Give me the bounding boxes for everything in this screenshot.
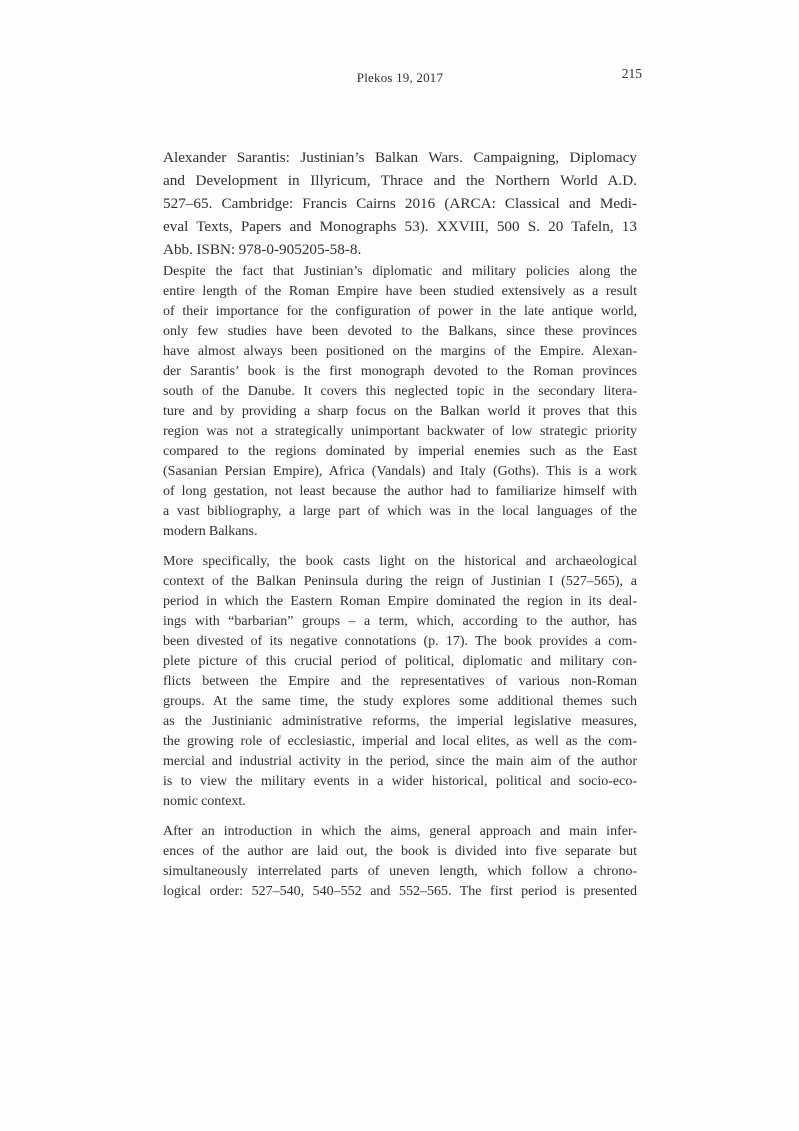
text-line: been divested of its negative connotations (p. 17). The book provides a com- <box>163 634 637 649</box>
text-line: logical order: 527–540, 540–552 and 552–565. The first period is presented <box>163 884 637 899</box>
text-line: context of the Balkan Peninsula during the reign of Justinian I (527–565), a <box>163 574 637 589</box>
paragraph-2 <box>163 552 637 812</box>
text-line: have almost always been positioned on the margins of the Empire. Alexan- <box>163 344 637 359</box>
text-line: a vast bibliography, a large part of which was in the local languages of the <box>163 504 637 519</box>
text-line: Alexander Sarantis: Justinian’s Balkan Wars. Campaigning, Diplomacy <box>163 149 637 166</box>
text-line: only few studies have been devoted to the Balkans, since these provinces <box>163 324 637 339</box>
text-line: ture and by providing a sharp focus on the Balkan world it proves that this <box>163 404 637 419</box>
text-line: nomic context. <box>163 794 246 809</box>
text-line: of their importance for the configuration of power in the late antique world, <box>163 304 637 319</box>
journal-header: Plekos 19, 2017 <box>356 70 444 85</box>
text-line: der Sarantis’ book is the first monograph devoted to the Roman provinces <box>163 364 637 379</box>
text-line: ences of the author are laid out, the book is divided into five separate but <box>163 844 637 859</box>
text-line: After an introduction in which the aims, general approach and main infer- <box>163 824 637 839</box>
review-body <box>163 262 637 912</box>
text-line: region was not a strategically unimportant backwater of low strategic priority <box>163 424 637 439</box>
text-line: simultaneously interrelated parts of uneven length, which follow a chrono- <box>163 864 637 879</box>
paragraph-3 <box>163 822 637 902</box>
text-line: Abb. ISBN: 978-0-905205-58-8. <box>163 241 362 258</box>
text-line: the growing role of ecclesiastic, imperial and local elites, as well as the com- <box>163 734 637 749</box>
book-reference <box>163 146 637 261</box>
running-head <box>163 66 642 88</box>
text-line: and Development in Illyricum, Thrace and the Northern World A.D. <box>163 172 637 189</box>
text-line: plete picture of this crucial period of political, diplomatic and military con- <box>163 654 637 669</box>
text-line: Despite the fact that Justinian’s diplomatic and military policies along the <box>163 264 637 279</box>
text-line: as the Justinianic administrative reforms, the imperial legislative measures, <box>163 714 637 729</box>
text-line: is to view the military events in a wider historical, political and socio-eco- <box>163 774 637 789</box>
text-line: mercial and industrial activity in the period, since the main aim of the author <box>163 754 637 769</box>
text-line: flicts between the Empire and the representatives of various non-Roman <box>163 674 637 689</box>
text-line: entire length of the Roman Empire have been studied extensively as a result <box>163 284 637 299</box>
text-line: modern Balkans. <box>163 524 258 539</box>
text-line: eval Texts, Papers and Monographs 53). XXVIII, 500 S. 20 Tafeln, 13 <box>163 218 637 235</box>
text-line: 527–65. Cambridge: Francis Cairns 2016 (ARCA: Classical and Medi- <box>163 195 637 212</box>
text-line: More specifically, the book casts light on the historical and archaeological <box>163 554 637 569</box>
text-line: of long gestation, not least because the author had to familiarize himself with <box>163 484 637 499</box>
text-line: (Sasanian Persian Empire), Africa (Vandals) and Italy (Goths). This is a work <box>163 464 637 479</box>
text-line: groups. At the same time, the study explores some additional themes such <box>163 694 637 709</box>
text-line: compared to the regions dominated by imperial enemies such as the East <box>163 444 637 459</box>
text-line: period in which the Eastern Roman Empire dominated the region in its deal- <box>163 594 637 609</box>
text-line: south of the Danube. It covers this neglected topic in the secondary litera- <box>163 384 637 399</box>
paragraph-1 <box>163 262 637 542</box>
page-number: 215 <box>621 66 642 81</box>
text-line: ings with “barbarian” groups – a term, which, according to the author, has <box>163 614 637 629</box>
